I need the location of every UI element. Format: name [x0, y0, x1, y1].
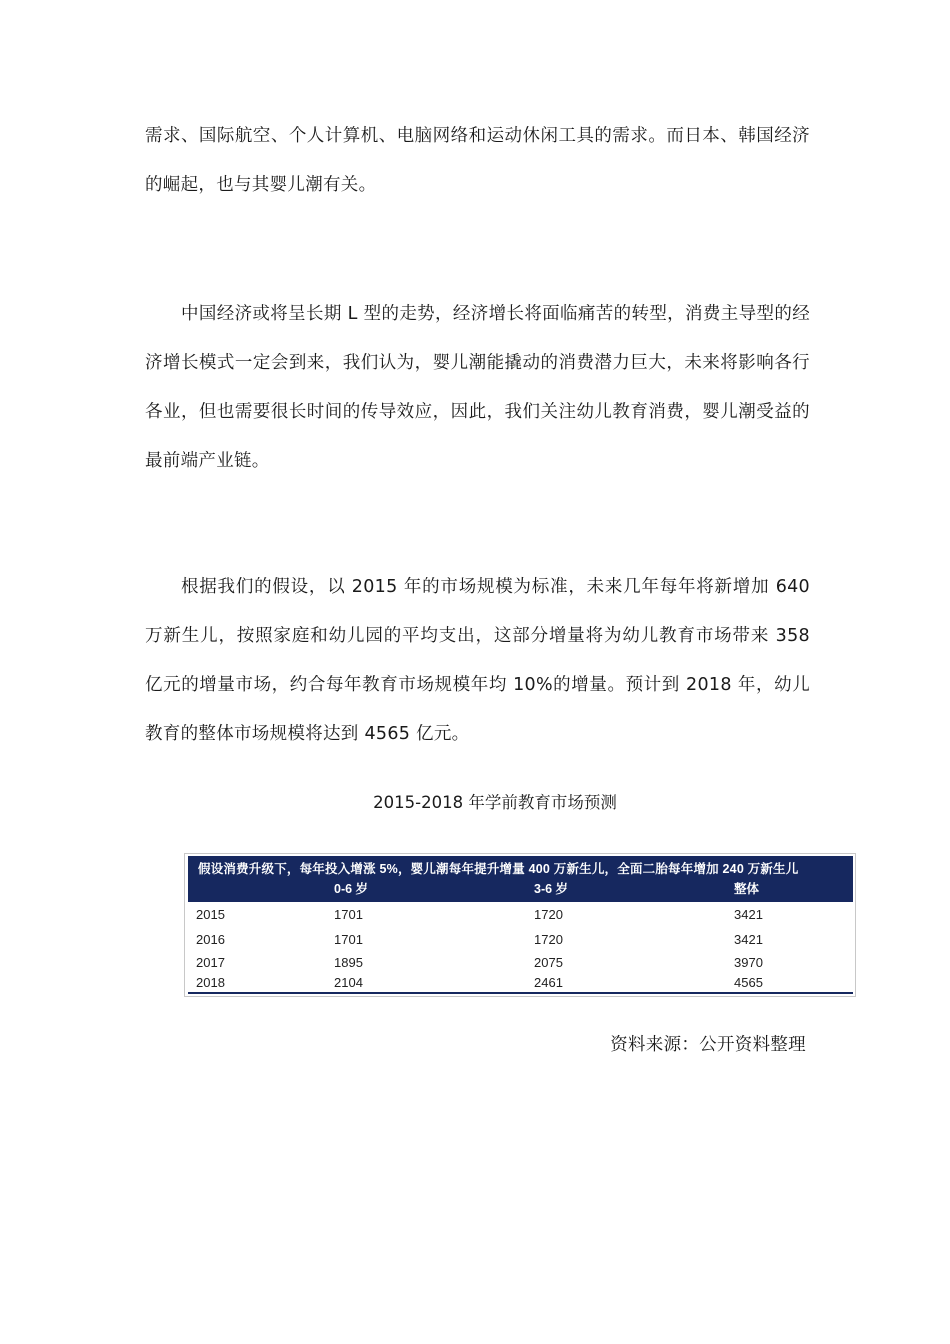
table-bottom-rule — [188, 992, 853, 994]
table-row — [188, 952, 853, 974]
row-value-total: 4565 — [734, 975, 763, 990]
table-row — [188, 972, 853, 994]
row-value-3-6: 1720 — [534, 932, 563, 947]
paragraph-market-forecast: 根据我们的假设，以 2015 年的市场规模为标准，未来几年每年将新增加 640 万新生儿，按照家庭和幼儿园的平均支出，这部分增量将为幼儿教育市场带来 358 亿元的增量市场，约合每年教育市场规模年均 10%的增量。预计到 2018 年，幼儿教育的整体市场规模将达到 4565 亿元。 — [145, 577, 810, 744]
table-row — [188, 929, 853, 951]
row-value-3-6: 2075 — [534, 955, 563, 970]
table-title: 假设消费升级下，每年投入增涨 5%，婴儿潮每年提升增量 400 万新生儿，全面二胎每年增加 240 万新生儿 — [198, 862, 799, 876]
row-year: 2016 — [196, 932, 225, 947]
row-value-0-6: 1701 — [334, 907, 363, 922]
row-value-total: 3421 — [734, 907, 763, 922]
figure-caption: 2015-2018 年学前教育市场预测 — [373, 793, 617, 812]
row-value-0-6: 1895 — [334, 955, 363, 970]
row-value-3-6: 2461 — [534, 975, 563, 990]
row-value-total: 3970 — [734, 955, 763, 970]
forecast-table — [184, 853, 856, 997]
row-value-3-6: 1720 — [534, 907, 563, 922]
row-year: 2015 — [196, 907, 225, 922]
row-value-0-6: 2104 — [334, 975, 363, 990]
source-note: 资料来源：公开资料整理 — [610, 1035, 806, 1055]
row-value-total: 3421 — [734, 932, 763, 947]
row-year: 2017 — [196, 955, 225, 970]
table-row — [188, 904, 853, 926]
table-header — [188, 856, 853, 902]
column-header-0-6: 0-6 岁 — [334, 882, 369, 896]
paragraph-economic-outlook: 中国经济或将呈长期 L 型的走势，经济增长将面临痛苦的转型，消费主导型的经济增长模式一定会到来，我们认为，婴儿潮能撬动的消费潜力巨大，未来将影响各行各业，但也需要很长时间的传导效应，因此，我们关注幼儿教育消费，婴儿潮受益的最前端产业链。 — [145, 304, 810, 471]
column-header-total: 整体 — [734, 882, 760, 896]
column-header-3-6: 3-6 岁 — [534, 882, 569, 896]
row-year: 2018 — [196, 975, 225, 990]
row-value-0-6: 1701 — [334, 932, 363, 947]
paragraph-baby-boom-demand: 需求、国际航空、个人计算机、电脑网络和运动休闲工具的需求。而日本、韩国经济的崛起，也与其婴儿潮有关。 — [145, 126, 810, 195]
